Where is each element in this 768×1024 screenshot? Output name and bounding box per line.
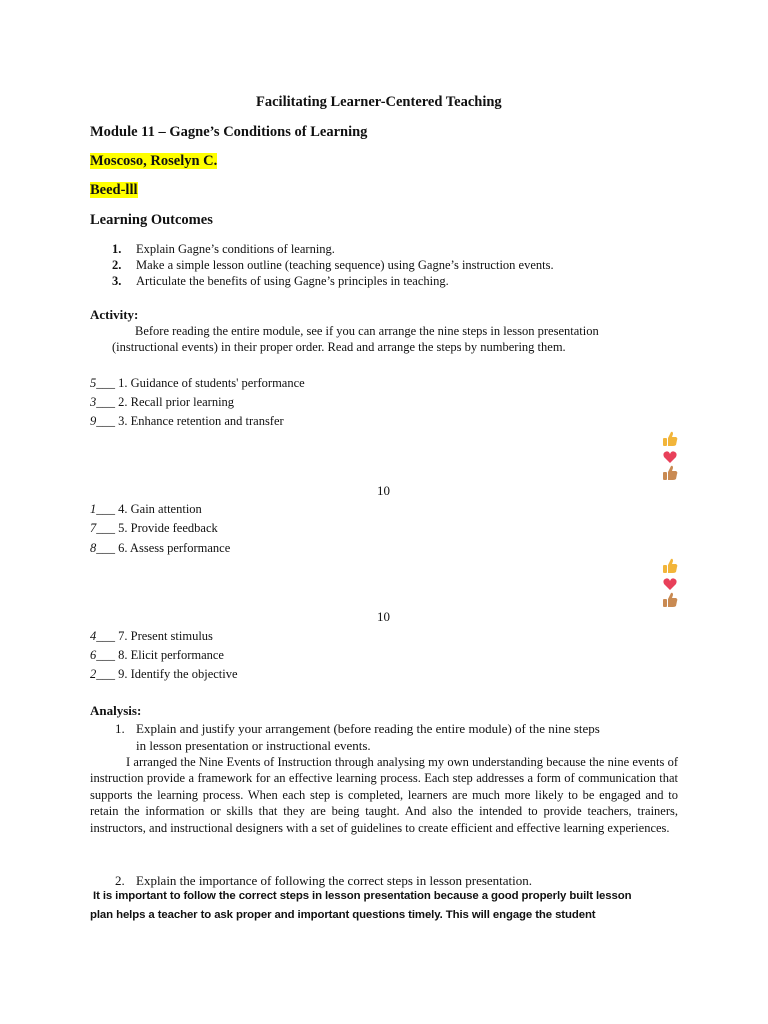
section-highlight: Beed-lll xyxy=(90,182,138,198)
reaction-count: 10 xyxy=(377,483,390,498)
step-item xyxy=(90,667,238,682)
author-name xyxy=(90,153,217,170)
answer-1-paragraph: I arranged the Nine Events of Instruction through analysing my own understanding because the nine events of instruction provide a framework for an effective learning process. Each step addresses a form of communication that supports the learning process. When each step is completed, learners are much more likely to be engaged and to retain the information or skills that they are being taught. And also the intended to provide teachers, trainers, instructors, and instructional designers with a set of guidelines to create efficient and effective learning experiences. xyxy=(90,755,678,835)
step-label: 1. Guidance of students' performance xyxy=(118,376,305,390)
question-number: 2. xyxy=(115,873,125,888)
step-answer: 4 xyxy=(90,629,97,643)
outcome-number: 1. xyxy=(112,242,122,256)
step-item xyxy=(90,376,305,391)
reaction-count: 10 xyxy=(377,609,390,624)
step-label: 2. Recall prior learning xyxy=(118,395,235,409)
reaction-buttons xyxy=(660,557,680,609)
outcome-number: 2. xyxy=(112,258,122,272)
step-blank: ___ xyxy=(96,541,115,555)
author-highlight: Moscoso, Roselyn C. xyxy=(90,153,218,169)
thumbs-up-icon[interactable] xyxy=(663,593,677,607)
question-1-line2: in lesson presentation or instructional events. xyxy=(136,738,371,753)
step-blank: ___ xyxy=(96,648,115,662)
step-answer: 2 xyxy=(90,667,97,681)
step-item xyxy=(90,502,202,517)
reaction-icons xyxy=(660,430,680,482)
thumbs-up-icon[interactable] xyxy=(663,432,677,446)
step-answer: 3 xyxy=(90,395,97,409)
step-answer: 1 xyxy=(90,502,97,516)
question-1-line1: Explain and justify your arrangement (before reading the entire module) of the nine steps xyxy=(136,721,600,736)
reaction-buttons xyxy=(660,430,680,482)
step-answer: 8 xyxy=(90,541,97,555)
outcomes-heading: Learning Outcomes xyxy=(90,212,213,228)
question-2-text: Explain the importance of following the correct steps in lesson presentation. xyxy=(136,873,533,888)
step-answer: 6 xyxy=(90,648,97,662)
step-label: 5. Provide feedback xyxy=(118,521,218,535)
step-blank: ___ xyxy=(96,521,115,535)
outcome-text: Make a simple lesson outline (teaching sequence) using Gagne’s instruction events. xyxy=(136,258,554,272)
step-label: 8. Elicit performance xyxy=(118,648,224,662)
outcome-item xyxy=(112,242,335,257)
outcome-text: Explain Gagne’s conditions of learning. xyxy=(136,242,335,256)
step-item xyxy=(90,629,213,644)
thumbs-up-icon[interactable] xyxy=(663,559,677,573)
module-title: Module 11 – Gagne’s Conditions of Learning xyxy=(90,124,368,140)
answer-2-line2: plan helps a teacher to ask proper and important questions timely. This will engage the student xyxy=(90,909,596,921)
step-label: 3. Enhance retention and transfer xyxy=(118,414,284,428)
activity-heading: Activity: xyxy=(90,307,139,322)
step-blank: ___ xyxy=(96,395,115,409)
activity-instruction-line1: Before reading the entire module, see if you can arrange the nine steps in lesson presentation xyxy=(135,324,599,338)
step-item xyxy=(90,395,234,410)
step-answer: 7 xyxy=(90,521,97,535)
question-number: 1. xyxy=(115,721,125,736)
section-name xyxy=(90,182,138,199)
step-blank: ___ xyxy=(96,667,115,681)
step-label: 7. Present stimulus xyxy=(118,629,213,643)
step-item xyxy=(90,648,224,663)
step-item xyxy=(90,414,284,429)
outcome-item xyxy=(112,274,449,289)
step-answer: 9 xyxy=(90,414,97,428)
activity-instruction-line2: (instructional events) in their proper order. Read and arrange the steps by numbering them. xyxy=(112,340,566,354)
answer-2-line1: It is important to follow the correct steps in lesson presentation because a good properly built lesson xyxy=(93,890,632,902)
heart-icon[interactable] xyxy=(663,451,676,463)
step-item xyxy=(90,541,230,556)
step-item xyxy=(90,521,218,536)
outcome-item xyxy=(112,258,554,273)
heart-icon[interactable] xyxy=(663,578,676,590)
step-label: 9. Identify the objective xyxy=(118,667,238,681)
outcome-text: Articulate the benefits of using Gagne’s principles in teaching. xyxy=(136,274,449,288)
step-label: 4. Gain attention xyxy=(118,502,202,516)
document-title: Facilitating Learner-Centered Teaching xyxy=(256,94,502,110)
step-label: 6. Assess performance xyxy=(118,541,231,555)
thumbs-up-icon[interactable] xyxy=(663,466,677,480)
analysis-heading: Analysis: xyxy=(90,703,142,718)
step-blank: ___ xyxy=(96,414,115,428)
reaction-icons xyxy=(660,557,680,609)
step-blank: ___ xyxy=(96,502,115,516)
step-blank: ___ xyxy=(96,376,115,390)
outcome-number: 3. xyxy=(112,274,122,288)
step-blank: ___ xyxy=(96,629,115,643)
step-answer: 5 xyxy=(90,376,97,390)
